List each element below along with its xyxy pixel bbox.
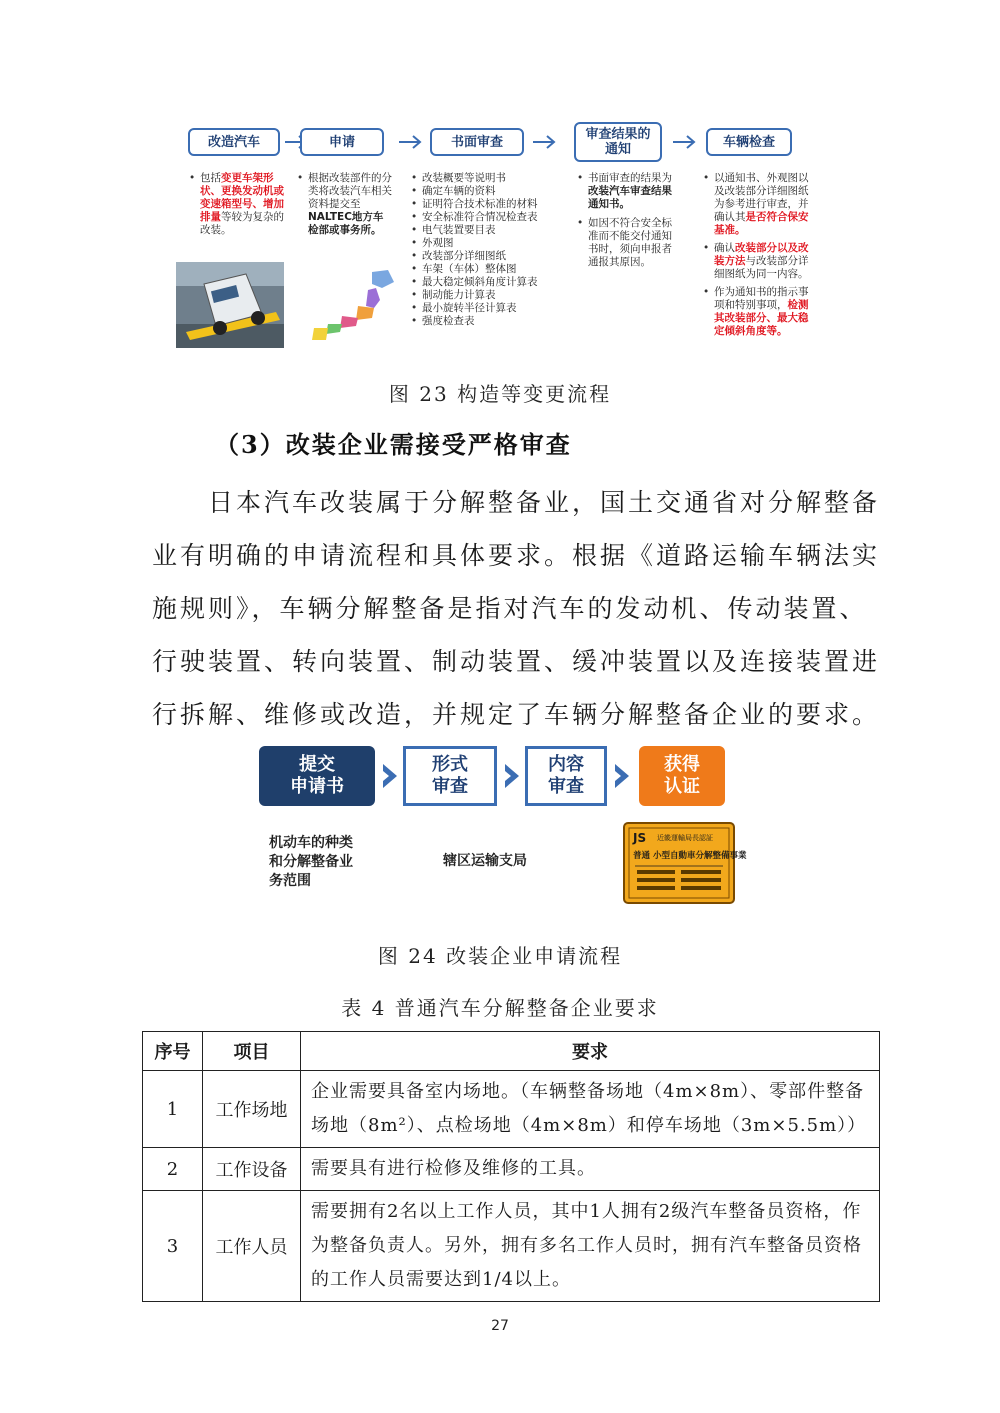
truck-tilt-test-photo [176,262,284,348]
document-list-item: • 证明符合技术标准的材料 [422,198,560,211]
header-item: 项目 [203,1032,301,1071]
document-list-item: • 改装概要等说明书 [422,172,560,185]
page-number: 27 [491,1318,509,1334]
certification-sign [623,822,747,904]
cell-requirement: 需要拥有2名以上工作人员，其中1人拥有2级汽车整备员资格，作为整备负责人。另外，拥有多名工作人员时，拥有汽车整备员资格的工作人员需要达到1/4以上。 [301,1191,880,1302]
text-red: 改装部分以及改装方法 [714,242,809,267]
cell-item: 工作人员 [203,1191,301,1302]
paragraph-line: 行拆解、维修或改造，并规定了车辆分解整备企业的要求。 [152,700,881,729]
cell-requirement: 需要具有进行检修及维修的工具。 [301,1148,880,1191]
table-header-row [143,1032,880,1071]
figure-24-flow [255,742,745,910]
chevron-right-icon [379,762,401,790]
text-red: 检测其改装部分、最大稳定倾斜角度等。 [714,299,809,337]
cell-no: 2 [143,1148,203,1191]
cell-no: 1 [143,1071,203,1148]
col-apply [296,172,392,240]
text: 以通知书、外观图以及改装部分详细图纸为参考进行审查，并确认其 [714,172,809,223]
cell-no: 3 [143,1191,203,1302]
header-requirement: 要求 [301,1032,880,1071]
figure-23-caption: 图 23 构造等变更流程 [388,382,612,406]
document-list-item: • 车架（车体）整体图 [422,263,560,276]
col-document-list [410,172,560,328]
table-row [143,1191,880,1302]
document-list-item: • 确定车辆的资料 [422,185,560,198]
step-document-review: 书面审查 [430,128,524,156]
japan-map-image [302,266,406,346]
paragraph-line: 行驶装置、转向装置、制动装置、缓冲装置以及连接装置进 [152,647,881,676]
box-content-review: 内容 审查 [525,746,607,806]
text: 确认 [714,242,735,254]
certification-sign-image [623,822,747,904]
document-list [410,172,560,328]
step-apply: 申请 [300,128,384,156]
note-regional-office: 辖区运输支局 [443,853,527,869]
table-row [143,1071,880,1148]
paragraph-line: 施规则》，车辆分解整备是指对汽车的发动机、传动装置、 [152,594,868,623]
text: 包括 [200,172,221,184]
cert-top-text: 近畿運輸局長認証 [657,834,713,842]
step-vehicle-inspection: 车辆检查 [706,128,792,156]
text: 根据改装部件的分类将改装汽车相关资料提交至 [308,172,392,210]
document-list-item: • 安全标准符合情况检查表 [422,211,560,224]
cert-main-text: 普通 小型自動車分解整備事業 [633,851,747,861]
arrow-right-icon [532,134,558,150]
figure-24-caption: 图 24 改装企业申请流程 [377,944,623,968]
col-modify-car [188,172,288,240]
chevron-right-icon [611,762,633,790]
text: 如因不符合安全标准而不能交付通知书时，须向申报者通报其原因。 [588,217,672,268]
col-vehicle-inspection [702,172,814,341]
text: 与改装部分详细图纸为同一内容。 [714,255,809,280]
document-list-item: • 制动能力计算表 [422,289,560,302]
step-modify-car: 改造汽车 [188,128,280,156]
document-list-item: • 电气装置要目表 [422,224,560,237]
text: 作为通知书的指示事项和特别事项， [714,286,809,311]
cell-item: 工作场地 [203,1071,301,1148]
document-list-item: • 强度检查表 [422,315,560,328]
table-4-caption: 表 4 普通汽车分解整备企业要求 [341,996,659,1020]
table-row [143,1148,880,1191]
document-list-item: • 最大稳定倾斜角度计算表 [422,276,560,289]
chevron-right-icon [501,762,523,790]
note-vehicle-types: 机动车的种类 和分解整备业 务范围 [269,835,353,889]
text-bold: NALTEC地方车检部或事务所。 [308,211,384,236]
document-list-item: • 最小旋转半径计算表 [422,302,560,315]
header-no: 序号 [143,1032,203,1071]
text: 书面审查的结果为 [588,172,672,184]
section-heading: （3）改装企业需接受严格审查 [215,430,572,459]
body-paragraph [152,476,881,741]
paragraph-line: 日本汽车改装属于分解整备业，国土交通省对分解整备 [152,488,881,517]
box-submit-application: 提交 申请书 [259,746,375,806]
box-obtain-certification: 获得 认证 [639,746,725,806]
arrow-right-icon [672,134,698,150]
figure-23-flow [172,120,822,355]
document-list-item: • 改装部分详细图纸 [422,250,560,263]
cell-requirement: 企业需要具备室内场地。（车辆整备场地（4m×8m）、零部件整备场地（8m²）、点检场地（4m×8m）和停车场地（3m×5.5m）） [301,1071,880,1148]
col-result-notice [576,172,676,272]
svg-text:JS: JS [633,831,647,845]
document-list-item: • 外观图 [422,237,560,250]
paragraph-line: 业有明确的申请流程和具体要求。根据《道路运输车辆法实 [152,541,881,570]
arrow-right-icon [398,134,424,150]
text: 等较为复杂的改装。 [200,211,284,236]
text-red: 变更车架形状、更换发动机或变速箱型号、增加排量 [200,172,284,223]
text-bold: 改装汽车审查结果通知书。 [588,185,672,210]
box-formal-review: 形式 审查 [403,746,497,806]
text-red: 是否符合保安基准。 [714,211,809,236]
requirements-table [142,1031,880,1302]
cell-item: 工作设备 [203,1148,301,1191]
step-result-notice: 审查结果的 通知 [574,122,662,162]
